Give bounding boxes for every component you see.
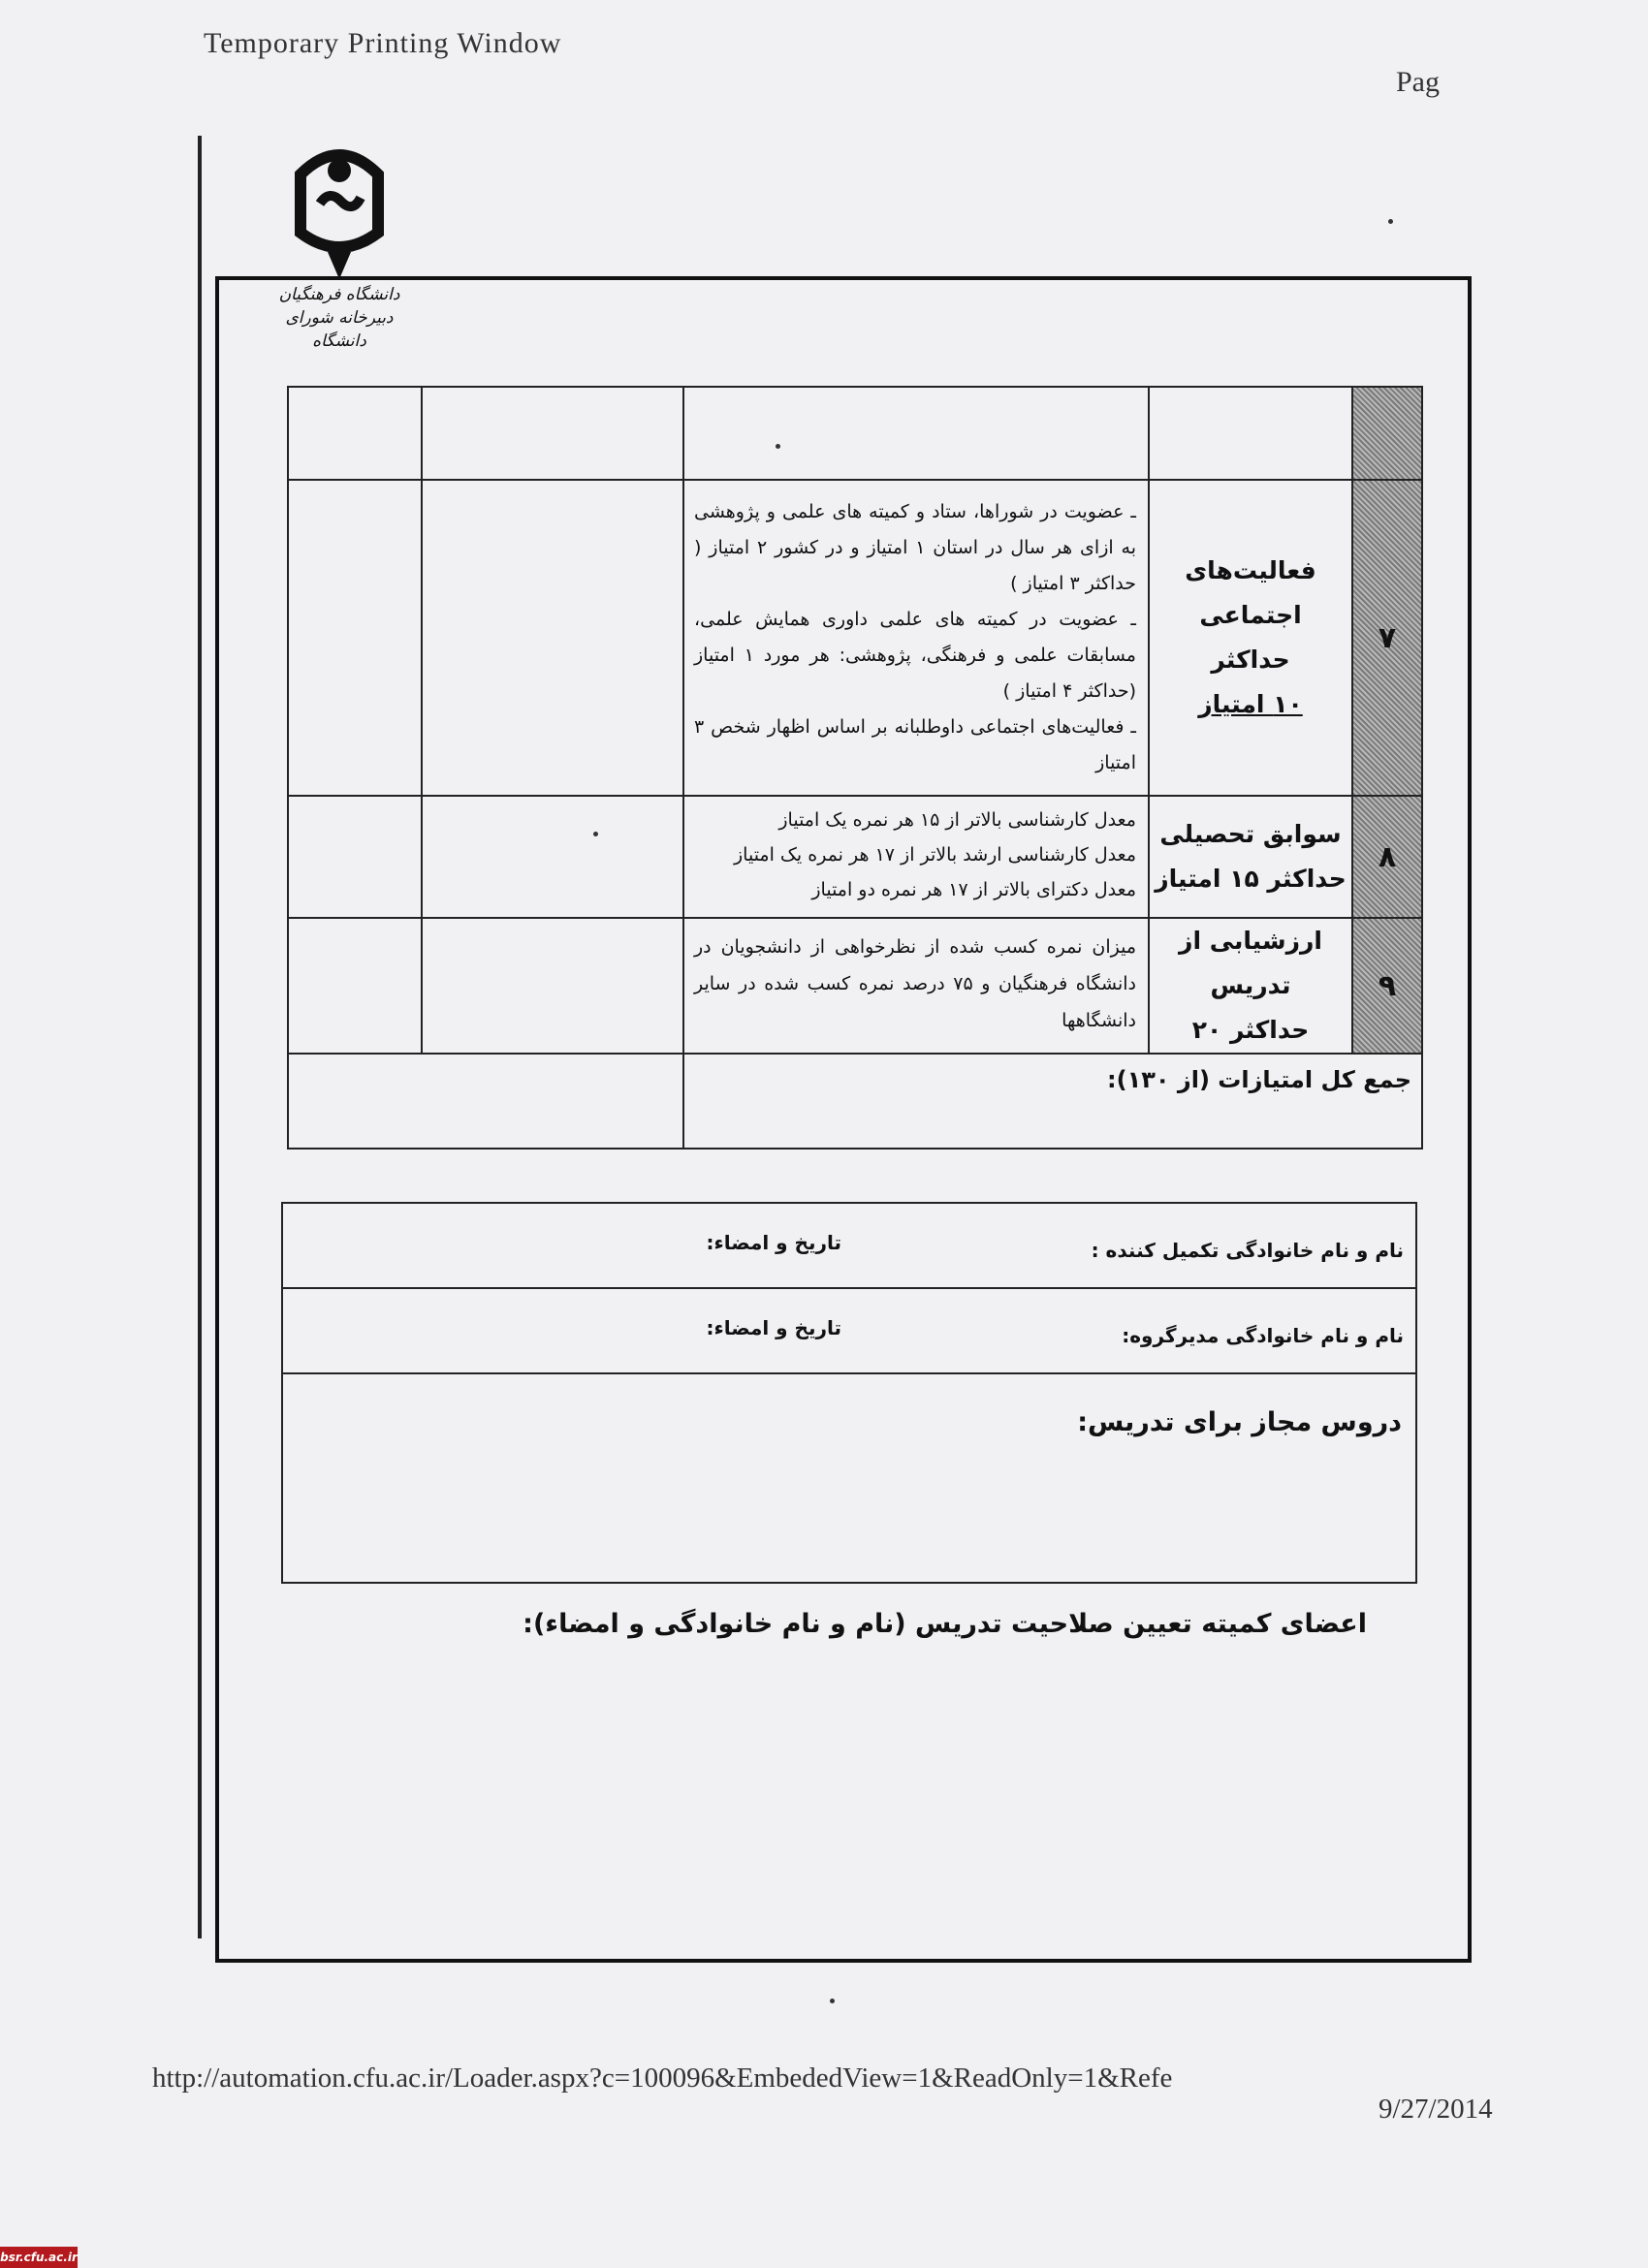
total-value-cell — [288, 1054, 683, 1149]
note-cell — [288, 796, 422, 918]
detail-item: میزان نمره کسب شده از نظرخواهی از دانشجویان در دانشگاه فرهنگیان و ۷۵ درصد نمره کسب شده در سایر دانشگاهها — [694, 936, 1137, 1031]
category-line: حداکثر — [1211, 646, 1290, 674]
note-header-cell — [288, 387, 422, 480]
category-cell — [1149, 918, 1352, 1054]
courses-label: دروس مجاز برای تدریس: — [282, 1373, 1416, 1583]
category-cell — [1149, 480, 1352, 796]
category-line: حداکثر ۱۵ امتیاز — [1155, 865, 1347, 893]
num-header-cell — [1352, 387, 1422, 480]
window-title-fragment: Temporary Printing Window — [204, 27, 562, 59]
note-cell — [288, 918, 422, 1054]
category-line: حداکثر ۲۰ — [1191, 1016, 1310, 1044]
university-logo — [281, 136, 397, 281]
head-label: نام و نام خانوادگی مدیرگروه: — [1122, 1324, 1404, 1347]
table-header-row — [288, 387, 1422, 480]
detail-item: معدل کارشناسی ارشد بالاتر از ۱۷ هر نمره یک امتیاز — [734, 844, 1136, 866]
courses-row — [282, 1373, 1416, 1583]
org-line-1: دانشگاه فرهنگیان — [278, 285, 400, 304]
signature-table — [281, 1202, 1417, 1584]
detail-item: ـ فعالیت‌های اجتماعی داوطلبانه بر اساس اظهار شخص ۳ امتیاز — [694, 716, 1136, 773]
table-row — [288, 796, 1422, 918]
table-row — [288, 918, 1422, 1054]
total-row — [288, 1054, 1422, 1149]
total-label: جمع کل امتیازات (از ۱۳۰): — [683, 1054, 1422, 1149]
note-cell — [288, 480, 422, 796]
category-line: ۱۰ امتیاز — [1198, 690, 1303, 718]
footer-url: http://automation.cfu.ac.ir/Loader.aspx?c=100096&EmbededView=1&ReadOnly=1&Refe — [152, 2063, 1173, 2094]
details-cell — [683, 796, 1149, 918]
logo-emblem-icon — [281, 136, 397, 281]
scan-speck — [1388, 219, 1393, 224]
details-cell — [683, 480, 1149, 796]
org-line-2: دبیرخانه شورای دانشگاه — [285, 308, 394, 351]
detail-item: معدل دکترای بالاتر از ۱۷ هر نمره دو امتیاز — [811, 879, 1136, 900]
score-cell — [422, 918, 683, 1054]
score-header-cell — [422, 387, 683, 480]
category-line: فعالیت‌های — [1185, 556, 1316, 584]
head-date-label: تاریخ و امضاء: — [706, 1316, 841, 1339]
watermark-badge: bsr.cfu.ac.ir — [0, 2247, 78, 2268]
detail-item: معدل کارشناسی بالاتر از ۱۵ هر نمره یک امتیاز — [778, 809, 1136, 831]
page-label: Pag — [1396, 66, 1440, 98]
category-line: اجتماعی — [1199, 601, 1302, 629]
row-number: ۷ — [1352, 480, 1422, 796]
completer-label: نام و نام خانوادگی تکمیل کننده : — [1091, 1239, 1404, 1262]
footer-date: 9/27/2014 — [1379, 2094, 1493, 2125]
scan-speck — [593, 832, 598, 836]
completer-row — [282, 1203, 1416, 1288]
score-cell — [422, 480, 683, 796]
evaluation-table — [287, 386, 1423, 1150]
score-cell — [422, 796, 683, 918]
scan-speck — [776, 444, 780, 449]
details-cell — [683, 918, 1149, 1054]
details-header-cell — [683, 387, 1149, 480]
category-line: ارزشیابی از تدریس — [1179, 927, 1322, 999]
completer-date-label: تاریخ و امضاء: — [706, 1231, 841, 1254]
table-row — [288, 480, 1422, 796]
category-cell — [1149, 796, 1352, 918]
completer-cell — [282, 1203, 1416, 1288]
committee-label: اعضای کمیته تعیین صلاحیت تدریس (نام و نام خانوادگی و امضاء): — [523, 1609, 1367, 1639]
row-number: ۸ — [1352, 796, 1422, 918]
category-header-cell — [1149, 387, 1352, 480]
category-line: سوابق تحصیلی — [1159, 820, 1342, 848]
head-row — [282, 1288, 1416, 1373]
scan-speck — [830, 1999, 835, 2003]
left-border-line — [198, 136, 202, 1938]
head-cell — [282, 1288, 1416, 1373]
row-number: ۹ — [1352, 918, 1422, 1054]
detail-item: ـ عضویت در کمیته های علمی داوری همایش علمی، مسابقات علمی و فرهنگی، پژوهشی: هر مورد ۱ امتیاز (حداکثر ۴ امتیاز ) — [694, 609, 1136, 702]
detail-item: ـ عضویت در شوراها، ستاد و کمیته های علمی و پژوهشی به ازای هر سال در استان ۱ امتیاز و در کشور ۲ امتیاز ( حداکثر ۳ امتیاز ) — [694, 501, 1136, 594]
